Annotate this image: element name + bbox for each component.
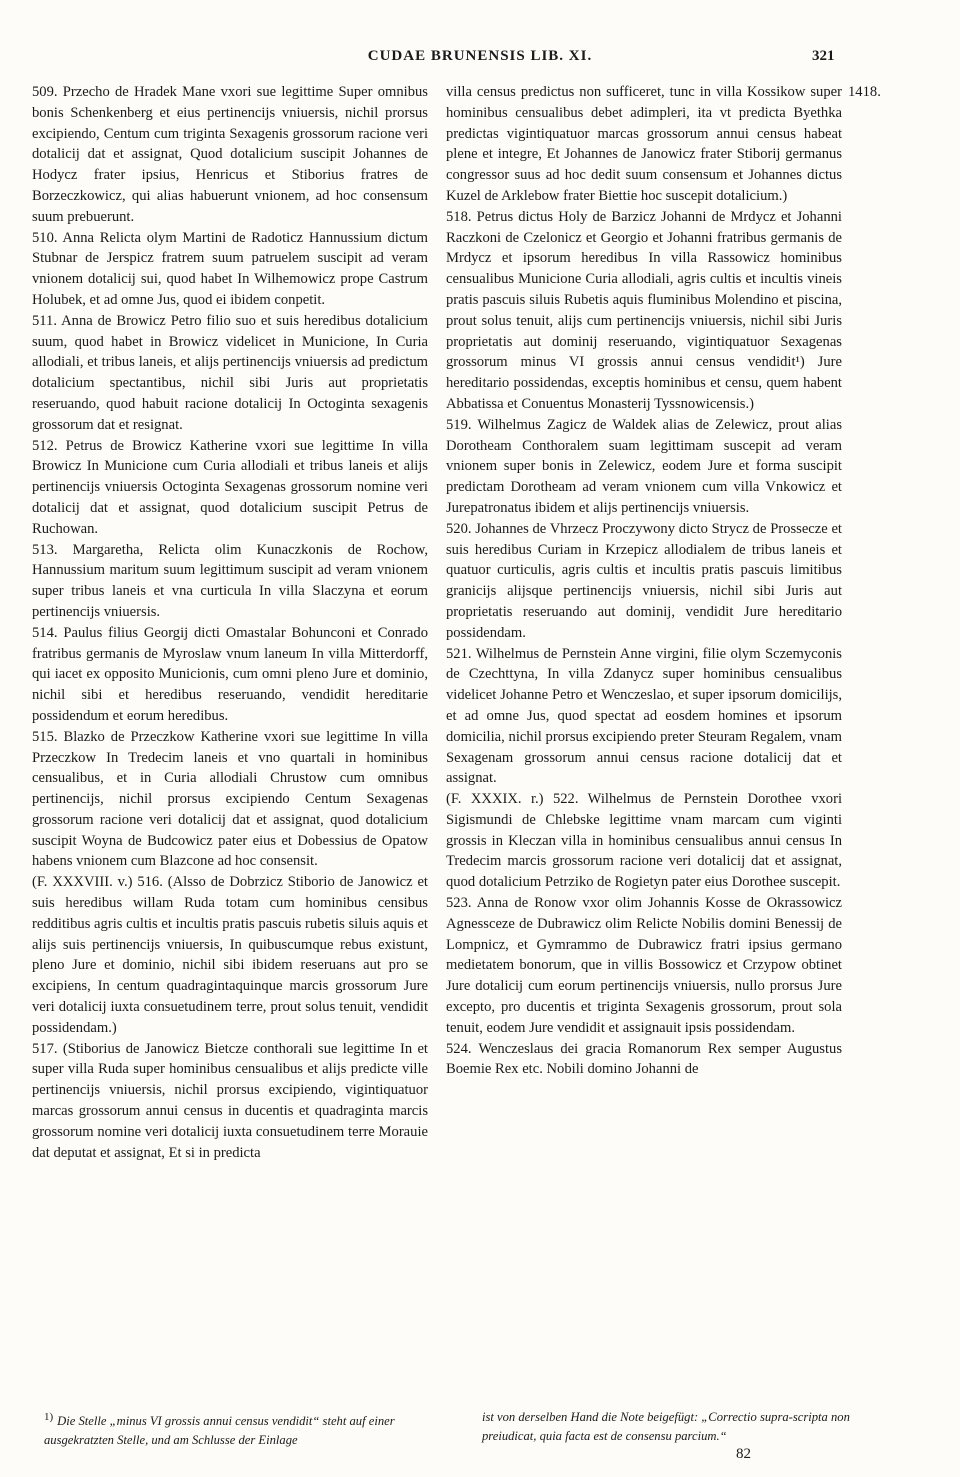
entry-513: 513. Margaretha, Relicta olim Kunaczkonis de Rochow, Hannussium maritum suum legittimum suscipit ad veram vnionem super tribus laneis et vna curticula In villa Slaczyna et eorum pertinencijs vniuersis. (32, 541, 428, 620)
entry-514: 514. Paulus filius Georgij dicti Omastalar Bohunconi et Conrado fratribus germanis de Myroslaw vnum laneum In villa Mitterdorff, qui iacet ex opposito Municionis, cum omni pleno Jure et dominio, nichil sibi et heredibus reseruando, vendidit hereditarie possidendum et eorum heredibus. (32, 624, 428, 724)
entry-509: 509. Przecho de Hradek Mane vxori sue legittime Super omnibus bonis Schenkenberg et eius pertinencijs vniuersis, nichil prorsus excipiendo, Centum cum triginta Sexagenis grossorum racione veri dotalicij dat et assignat, Quod dotalicium suscipit Johannes de Hodycz frater ipsius, Henricus et Stiborius fratres de Borzeczkowicz, qui alias habuerunt vnionem, ad hoc consensum suum prebuerunt. (32, 84, 428, 225)
entry-520: 520. Johannes de Vhrzecz Proczywony dicto Strycz de Prossecze et suis heredibus Curiam in Krzepicz allodialem de tribus laneis et quatuor curticulis, agris cultis et incultis pratis pascuis limitibus granicijs alijsque pertinencijs vniuersis, nichil sibi Juris aut proprietatis reseruando aut dominij, vendidit Jure hereditario possidendam. (446, 520, 842, 641)
entry-522: (F. XXXIX. r.) 522. Wilhelmus de Pernstein Dorothee vxori Sigismundi de Chlebske legittime vnam marcam cum viginti grossis in Kleczan villa in hominibus censualibus annui census In Tredecim marcis grossorum racione veri dotalicij dat et assignat, quod dotalicium Petrziko de Rogietyn pater eius Dorothee suscepit. (446, 791, 842, 891)
entry-516: (F. XXXVIII. v.) 516. (Alsso de Dobrzicz Stiborio de Janowicz et suis heredibus willam Ruda totam cum hominibus censibus redditibus agris cultis et incultis pratis pascuis rubetis siluis aquis et alijs suis pertinencijs vniuersis, In quibuscumque rebus existunt, pleno Jure et dominio, nichil sibi ibidem reseruans aut pro se excipiens, In centum quadragintaquinque marcis grossorum Jure veri dotalicij iuxta consuetudinem terre, prout solus tenuit, vendidit possidendam.) (32, 874, 428, 1036)
entry-521: 521. Wilhelmus de Pernstein Anne virgini, filie olym Sczemyconis de Czechttyna, In villa Zdanycz super hominibus censualibus videlicet Johanne Petro et Wenczeslao, et super ipsorum domicilijs, et ad omne Jus, quod spectat ad eosdem homines et ipsorum domicilia, nichil prorsus excipiendo preter Steuram Regalem, vnam Sexagenam grossorum annui census racione dotalicij dat et assignat. (446, 645, 842, 787)
sheet-signature: 82 (736, 1446, 751, 1462)
entry-511: 511. Anna de Browicz Petro filio suo et suis heredibus dotalicium suum, quod habet in Browicz videlicet in Municione, In Curia allodiali, et tribus laneis, et alijs pertinencijs vniuersis ad predictum dotalicium spectantibus, nichil sibi Juris aut proprietatis reseruando, quod habuit racione dotalicij In Octoginta sexagenis grossorum dat et resignat. (32, 312, 428, 433)
entry-518: 518. Petrus dictus Holy de Barzicz Johanni de Mrdycz et Johanni Raczkoni de Czelonicz et Georgio et Johanni fratribus germanis de Mrdycz et ipsorum heredibus In villa Rassowicz hominibus censualibus Municione Curia allodiali, agris cultis et incultis vineis pratis pascuis siluis Rubetis aquis fluminibus Molendino et piscina, prout solus tenuit, alijs cum pertinencijs vniuersis, nichil sibi Juris proprietatis aut dominij reseruando, vigintiquatuor Sexagenas grossorum minus VI grossis annui census vendidit¹) Jure hereditario possidendas, exceptis hominibus et censu, quem habent Abbatissa et Conuentus Monasterij Tyssnowicensis.) (446, 208, 842, 412)
margin-year-note: 1418. (848, 84, 881, 100)
entry-517-continued: villa census predictus non sufficeret, tunc in villa Kossikow super hominibus censualibus debet adimpleri, ita vt predicta Byethka predictas vigintiquatuor marcas grossorum annui census habeat plene et integre, Et Johannes de Janowicz frater Stiborij germanus congressor suus ad hoc dedit suum consensum et Johannes dictus Kuzel de Arklebow frater Biettie hoc suscepit dotalicium.) (446, 84, 842, 204)
footnote-left (44, 1408, 434, 1450)
running-title: CUDAE BRUNENSIS LIB. XI. (367, 48, 593, 64)
entry-519: 519. Wilhelmus Zagicz de Waldek alias de Zelewicz, prout alias Dorotheam Conthoralem suam legittimam suscepit ad veram vnionem super bonis in Zelewicz, eodem Jure et forma suscipit predictam Dorotheam ad veram vnionem cum villa Vnkowicz et Jurepatronatus ibidem et alijs pertinencijs vniuersis. (446, 416, 842, 516)
entry-512: 512. Petrus de Browicz Katherine vxori sue legittime In villa Browicz In Municione cum Curia allodiali et tribus laneis et alijs pertinencijs vniuersis Octoginta Sexagenas grossorum nomine veri dotalicij dat et assignat, quod dotalicium suscipit Petrus de Ruchowan. (32, 437, 428, 537)
entry-524: 524. Wenczeslaus dei gracia Romanorum Rex semper Augustus Boemie Rex etc. Nobili domino Johanni de (446, 1040, 842, 1078)
right-column (446, 82, 842, 1080)
footnote-mark: 1) (44, 1411, 54, 1423)
footnote-left-text: Die Stelle „minus VI grossis annui census vendidit“ steht auf einer ausgekratzten Stelle, und am Schlusse der Einlage (44, 1414, 395, 1448)
entry-515: 515. Blazko de Przeczkow Katherine vxori sue legittime In villa Przeczkow In Tredecim laneis et vno quartali in hominibus censualibus, et in Curia allodiali Chrustow cum omnibus pertinencijs, nichil prorsus excipiendo Centum Sexagenas grossorum racione veri dotalicij dat et assignat, quod dotalicium suscipit Woyna de Budcowicz pater eius et Dobessius de Opatow habens vnionem cum Blazcone ad hoc consensit. (32, 728, 428, 870)
page-number: 321 (812, 48, 835, 64)
entry-523: 523. Anna de Ronow vxor olim Johannis Kosse de Okrassowicz Agnessceze de Dubrawicz olim Relicte Nobilis domini Benessij de Lompnicz, et Gymrammo de Dubrawicz fratri ipsius germano medietatem bonorum, que in villis Bossowicz et Crzypow obtinet Jure dotalicij cum eorum pertinencijs vniuersis, nullo prorsus Jure excepto, pro ducentis et triginta Sexagenis grossorum, prout sola tenuit, eodem Jure vendidit et assignauit ipsis possidendam. (446, 895, 842, 1036)
footnote-right: ist von derselben Hand die Note beigefügt: „Correctio supra-scripta non preiudicat, quia facta est de consensu parcium.“ (482, 1410, 850, 1443)
entry-517: 517. (Stiborius de Janowicz Bietcze conthorali sue legittime In et super villa Ruda super hominibus censualibus et alijs predicte ville pertinencijs vniuersis, nichil prorsus excipiendo, vigintiquatuor marcas grossorum annui census in ducentis et quadraginta marcis grossorum nomine veri dotalicij iuxta consuetudinem terre Morauie dat deputat et assignat, Et si in predicta (32, 1040, 428, 1161)
left-column (32, 82, 428, 1163)
entry-510: 510. Anna Relicta olym Martini de Radoticz Hannussium dictum Stubnar de Jerspicz fratrem suum patruelem suscipit ad veram vnionem dotalicij sui, quod habet In Wilhemowicz prope Castrum Holubek, et ad omne Jus, quod ei ibidem conpetit. (32, 229, 428, 308)
